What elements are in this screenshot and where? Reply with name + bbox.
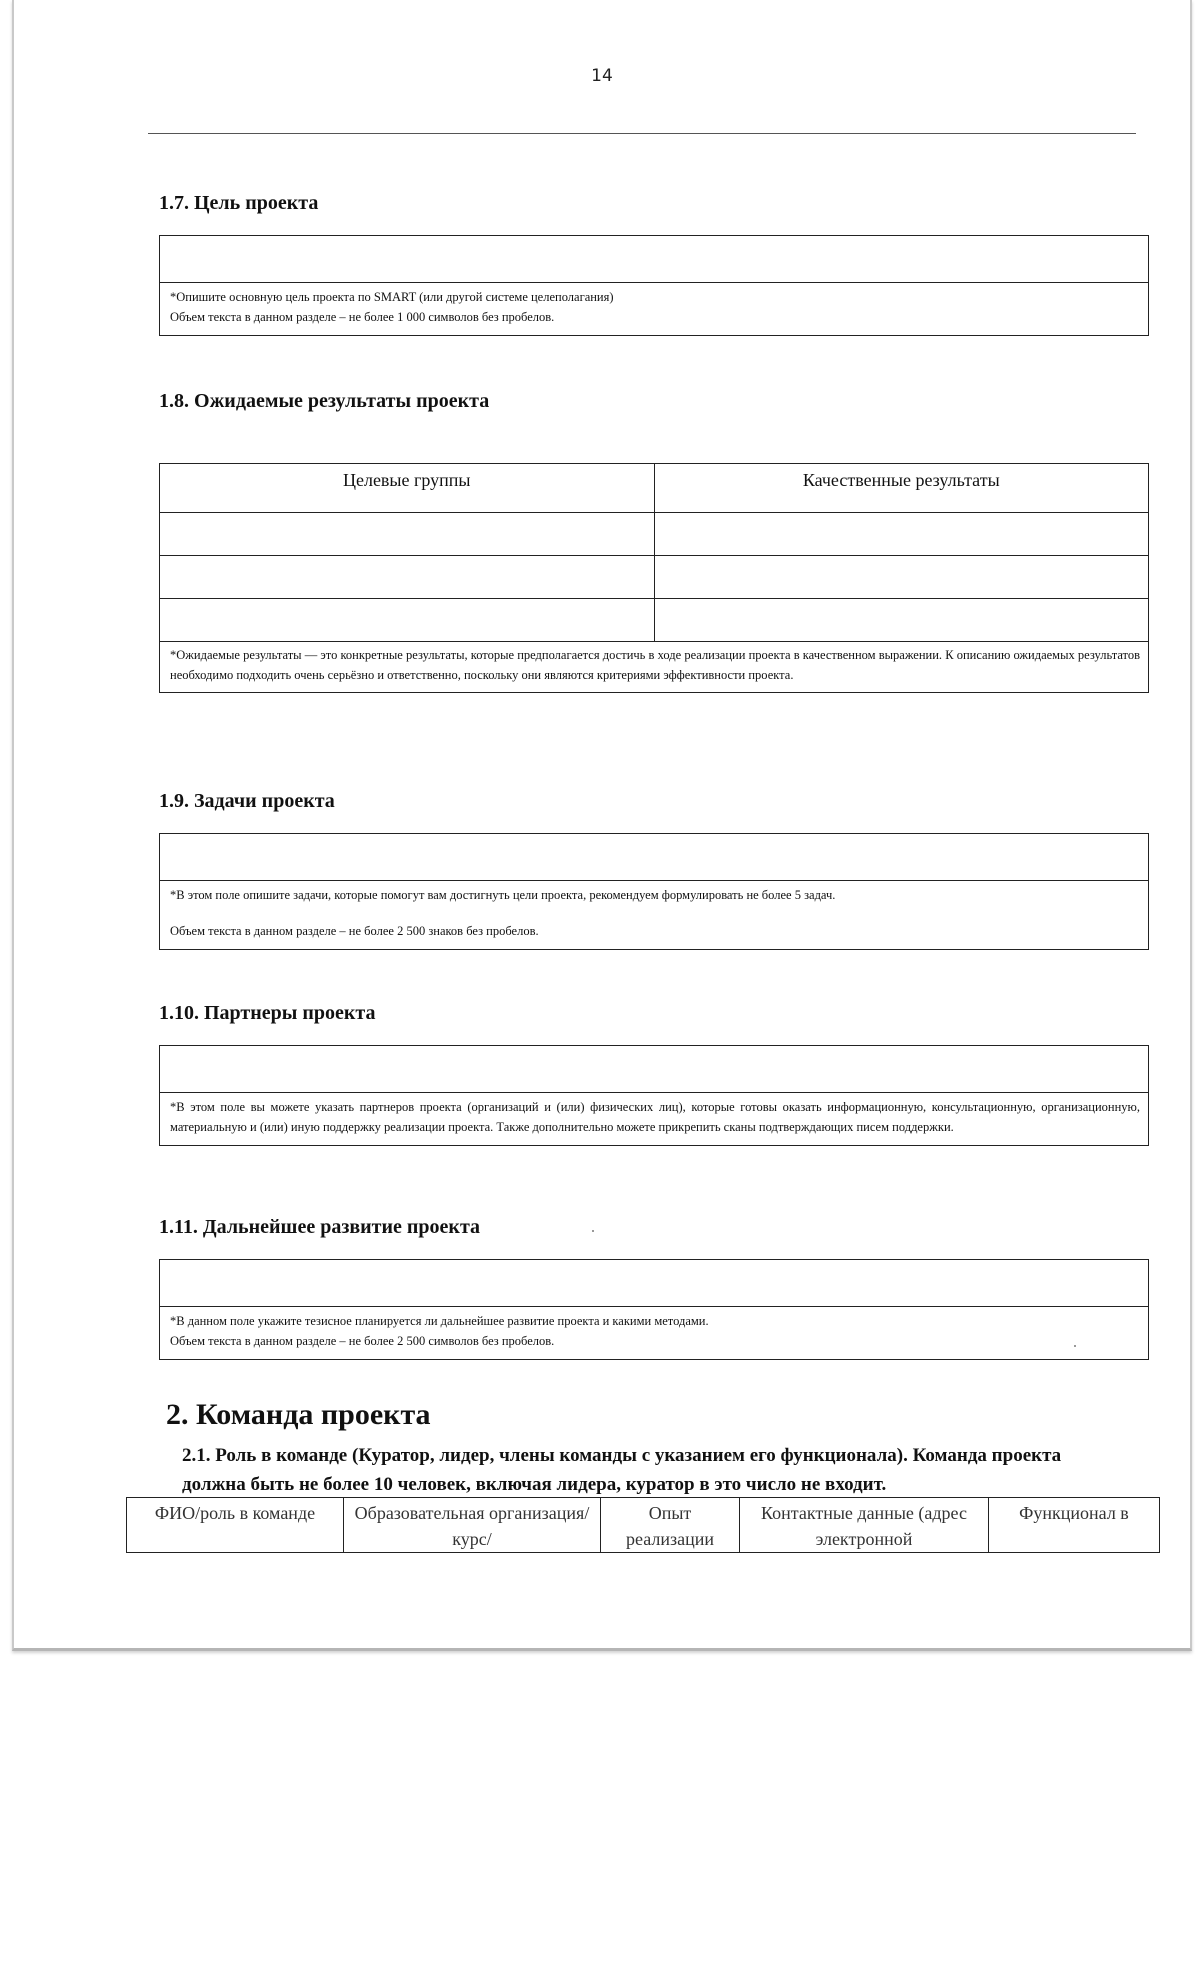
section-goal <box>159 192 1149 336</box>
tasks-note <box>160 881 1148 949</box>
section-partners <box>159 1002 1149 1146</box>
team-col-functions: Функционал в <box>989 1498 1160 1553</box>
section-results <box>159 390 1149 693</box>
section-tasks-title: 1.9. Задачи проекта <box>159 790 335 812</box>
goal-note-line2: Объем текста в данном разделе – не более 1 000 символов без пробелов. <box>170 310 555 324</box>
team-col-contacts: Контактные данные (адрес электронной <box>740 1498 989 1553</box>
development-note-line1: *В данном поле укажите тезисное планируется ли дальнейшее развитие проекта и какими методами. <box>170 1314 709 1328</box>
results-cell[interactable] <box>654 513 1149 556</box>
team-col-name-role: ФИО/роль в команде <box>127 1498 344 1553</box>
scan-speck <box>1074 1345 1076 1347</box>
results-note-row <box>160 642 1149 693</box>
development-box <box>159 1259 1149 1360</box>
results-cell[interactable] <box>654 556 1149 599</box>
results-row <box>160 513 1149 556</box>
results-cell[interactable] <box>654 599 1149 642</box>
team-section-title: 2. Команда проекта <box>166 1398 431 1431</box>
section-goal-title: 1.7. Цель проекта <box>159 192 319 214</box>
section-development-title: 1.11. Дальнейшее развитие проекта <box>159 1216 481 1238</box>
header-rule <box>148 133 1136 134</box>
results-col-qualitative: Качественные результаты <box>654 464 1149 513</box>
page-number: 14 <box>591 66 613 86</box>
section-results-title: 1.8. Ожидаемые результаты проекта <box>159 390 490 412</box>
goal-note <box>160 283 1148 335</box>
results-col-target-groups: Целевые группы <box>160 464 655 513</box>
team-section-subtitle: 2.1. Роль в команде (Куратор, лидер, члены команды с указанием его функционала). Команда проекта должна быть не более 10 человек, включая лидера, куратор в это число не входит. <box>182 1445 1062 1495</box>
team-col-organization: Образовательная организация/курс/ <box>344 1498 601 1553</box>
results-note: *Ожидаемые результаты — это конкретные результаты, которые предполагается достичь в ходе реализации проекта в качественном выражении. К описанию ожидаемых результатов необходимо подходить очень серьёзно и ответственно, поскольку они являются критериями эффективности проекта. <box>160 642 1149 693</box>
document-page <box>12 0 1192 1651</box>
goal-box <box>159 235 1149 336</box>
tasks-input-area[interactable] <box>160 834 1148 881</box>
section-tasks <box>159 790 1149 950</box>
goal-input-area[interactable] <box>160 236 1148 283</box>
results-header-row <box>160 464 1149 513</box>
development-note-line2: Объем текста в данном разделе – не более 2 500 символов без пробелов. <box>170 1334 555 1348</box>
team-table <box>126 1497 1160 1553</box>
tasks-note-line1: *В этом поле опишите задачи, которые помогут вам достигнуть цели проекта, рекомендуем формулировать не более 5 задач. <box>170 888 836 902</box>
results-table <box>159 463 1149 693</box>
development-input-area[interactable] <box>160 1260 1148 1307</box>
tasks-box <box>159 833 1149 950</box>
results-cell[interactable] <box>160 599 655 642</box>
team-col-experience: Опыт реализации <box>601 1498 740 1553</box>
section-development <box>159 1216 1149 1360</box>
results-cell[interactable] <box>160 513 655 556</box>
results-row <box>160 556 1149 599</box>
development-note <box>160 1307 1148 1359</box>
partners-note <box>160 1093 1148 1145</box>
scan-speck <box>592 1230 594 1232</box>
goal-note-line1: *Опишите основную цель проекта по SMART (или другой системе целеполагания) <box>170 290 614 304</box>
section-partners-title: 1.10. Партнеры проекта <box>159 1002 376 1024</box>
results-row <box>160 599 1149 642</box>
partners-box <box>159 1045 1149 1146</box>
tasks-note-line2: Объем текста в данном разделе – не более 2 500 знаков без пробелов. <box>170 924 539 938</box>
partners-note-text: *В этом поле вы можете указать партнеров проекта (организаций и (или) физических лиц), которые готовы оказать информационную, консультационную, организационную, материальную и (или) иную поддержку реализации проекта. Также дополнительно можете прикрепить сканы подтверждающих писем поддержки. <box>170 1100 1140 1134</box>
partners-input-area[interactable] <box>160 1046 1148 1093</box>
results-cell[interactable] <box>160 556 655 599</box>
team-header-row <box>127 1498 1160 1553</box>
